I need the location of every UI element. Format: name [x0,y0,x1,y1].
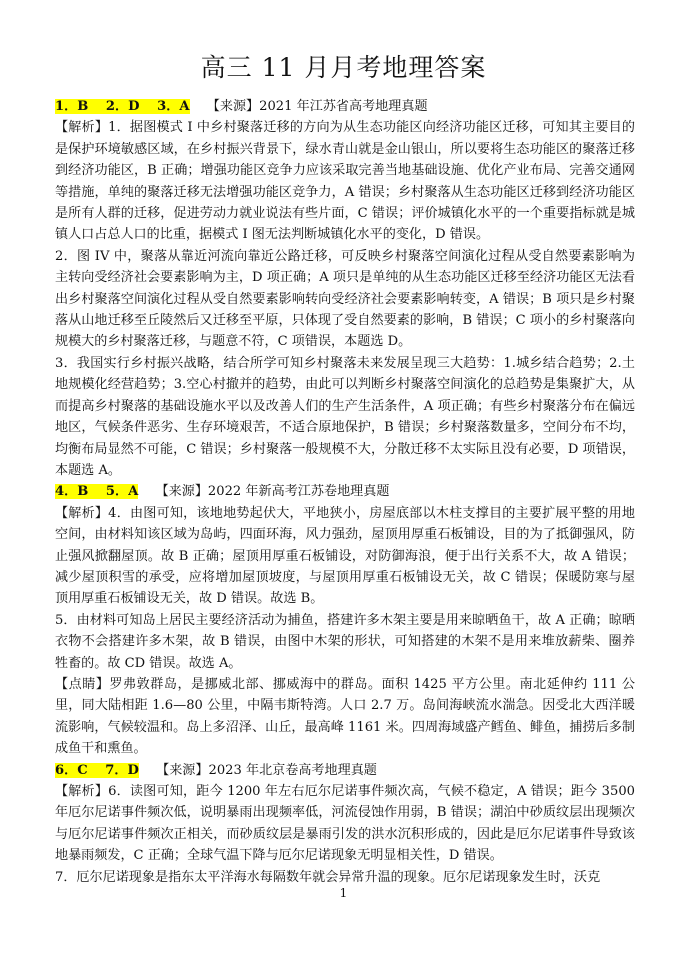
source-label: 【来源】2022 年新高考江苏卷地理真题 [155,484,390,500]
paragraph: 【点睛】罗弗敦群岛，是挪威北部、挪威海中的群岛。面积 1425 平方公里。南北延伸约 111 公里，同大陆相距 1.6—80 公里，中隔韦斯特湾。人口 2.7 万。岛间海峡流水湍急。因受北大西洋暖流影响，气候较温和。岛上多沼泽、山丘，最高峰 1161 米。四周海域盛产鳕鱼、鲱鱼，捕捞后多制成鱼干和熏鱼。 [55,676,635,757]
paragraph: 【解析】6．读图可知，距今 1200 年左右厄尔尼诺事件频次高，气候不稳定，A 错误；距今 3500 年厄尔尼诺事件频次低，说明暴雨出现频率低，河流侵蚀作用弱，B 错误；湖泊中砂质纹层出现频次与厄尔尼诺事件频次正相关，而砂质纹层是暴雨引发的洪水沉积形成的，因此是厄尔尼诺事件导致该地暴雨频发，C 正确；全球气温下降与厄尔尼诺现象无明显相关性，D 错误。 [55,784,635,864]
answer-line [55,760,635,781]
answer-key: 1．B 2．D 3．A [55,99,190,114]
answer-body [55,96,635,888]
page-number: 1 [339,886,348,900]
source-label: 【来源】2021 年江苏省高考地理真题 [206,99,428,114]
paragraph: 【解析】4．由图可知，该地地势起伏大，平地狭小，房屋底部以木柱支撑目的主要扩展平整的用地空间，由材料知该区域为岛屿，四面环海，风力强劲，屋顶用厚重石板铺设，目的为了抵御强风，防止强风掀翻屋顶。故 B 正确；屋顶用厚重石板铺设，对防御海浪，便于出行关系不大，故 A 错误；减少屋顶积雪的承受，应将增加屋顶坡度，与屋顶用厚重石板铺设无关，故 C 错误；保暖防寒与屋顶用厚重石板铺设无关，故 D 错误。故选 B。 [55,505,635,607]
answer-key: 6．C 7．D [55,762,139,778]
paragraph: 【解析】1．据图模式 I 中乡村聚落迁移的方向为从生态功能区向经济功能区迁移，可知其主要目的是保护环境敏感区域，在乡村振兴背景下，绿水青山就是金山银山，所以要将生态功能区的聚落迁移到经济功能区，B 正确；增强功能区竞争力应该采取完善当地基础设施、优化产业布局、完善交通网等措施，单纯的聚落迁移无法增强功能区竞争力，A 错误；乡村聚落从生态功能区迁移到经济功能区是所有人群的迁移，促进劳动力就业说法有些片面，C 错误；评价城镇化水平的一个重要指标就是城镇人口占总人口的比重，据模式 I 图无法判断城镇化水平的变化，D 错误。 [55,120,635,243]
answer-line [55,481,635,502]
answer-key: 4．B 5．A [55,484,139,500]
answer-line [55,96,635,117]
paragraph: 7．厄尔尼诺现象是指东太平洋海水每隔数年就会异常升温的现象。厄尔尼诺现象发生时，沃克 [55,869,601,885]
source-label: 【来源】2023 年北京卷高考地理真题 [156,762,377,778]
paragraph: 3．我国实行乡村振兴战略，结合所学可知乡村聚落未来发展呈现三大趋势：1.城乡结合趋势；2.土地规模化经营趋势；3.空心村撤并的趋势，由此可以判断乡村聚落空间演化的总趋势是集聚扩大，从而提高乡村聚落的基础设施水平以及改善人们的生产生活条件，A 项正确；有些乡村聚落分布在偏远地区，气候条件恶劣、生存环境艰苦，不适合原地保护，B 错误；乡村聚落数量多，空间分布不均，均衡布局显然不可能，C 错误；乡村聚落一般规模不大，分散迁移不太实际且没有必要，D 项错误，本题选 A。 [55,355,635,478]
paragraph: 5．由材料可知岛上居民主要经济活动为捕鱼，搭建许多木架主要是用来晾晒鱼干，故 A 正确；晾晒衣物不会搭建许多木架，故 B 错误，由图中木架的形状，可知搭建的木架不是用来堆放薪柴、圈养牲畜的。故 CD 错误。故选 A。 [55,612,635,671]
paragraph: 2．图 IV 中，聚落从靠近河流向靠近公路迁移，可反映乡村聚落空间演化过程从受自然要素影响为主转向受经济社会要素影响为主，D 项正确；A 项只是单纯的从生态功能区迁移至经济功能区无法看出乡村聚落空间演化过程从受自然要素影响转向受经济社会要素影响转变，A 错误；B 项只是乡村聚落从山地迁移至丘陵然后又迁移至平原，只体现了受自然要素的影响，B 错误；C 项小的乡村聚落向规模大的乡村聚落迁移，与题意不符，C 项错误，本题选 D。 [55,248,635,350]
page-title: 高三 11 月月考地理答案 [200,53,487,82]
